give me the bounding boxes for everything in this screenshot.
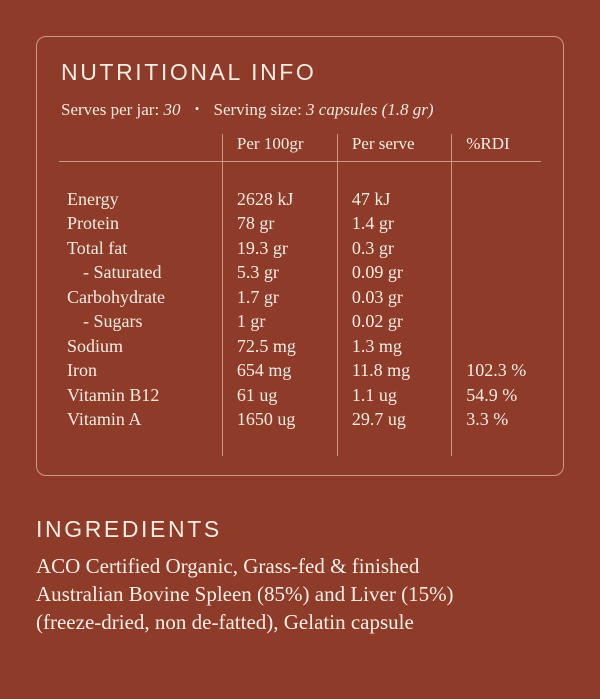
table-row xyxy=(59,260,541,285)
nutrient-rdi xyxy=(452,236,541,261)
nutrient-rdi xyxy=(452,211,541,236)
rule-cell-rdi xyxy=(452,162,541,187)
rule-cell-perserve xyxy=(337,162,451,187)
nutrient-rdi xyxy=(452,187,541,212)
nutrition-table xyxy=(59,134,541,456)
column-header-nutrient xyxy=(59,134,222,162)
serves-per-jar-value: 30 xyxy=(163,100,181,119)
nutrient-rdi: 54.9 % xyxy=(452,383,541,408)
nutrient-rdi xyxy=(452,334,541,359)
nutritional-info-panel xyxy=(36,36,564,476)
rule-cell-name xyxy=(59,162,222,187)
nutrient-rdi xyxy=(452,260,541,285)
nutrient-per-100gr: 5.3 gr xyxy=(222,260,337,285)
nutrient-per-serve: 11.8 mg xyxy=(337,358,451,383)
column-header-rdi: %RDI xyxy=(452,134,541,162)
serving-summary xyxy=(61,100,541,120)
table-row xyxy=(59,285,541,310)
nutrient-per-100gr: 1650 ug xyxy=(222,407,337,432)
column-header-per-serve: Per serve xyxy=(337,134,451,162)
ingredients-body xyxy=(36,553,564,637)
table-row xyxy=(59,211,541,236)
rule-cell-per100 xyxy=(222,162,337,187)
ingredients-section xyxy=(36,516,564,637)
nutrient-per-100gr: 72.5 mg xyxy=(222,334,337,359)
nutrient-per-serve: 0.02 gr xyxy=(337,309,451,334)
table-row xyxy=(59,187,541,212)
nutrient-per-serve: 0.03 gr xyxy=(337,285,451,310)
spacer-cell-perserve xyxy=(337,432,451,457)
nutrient-per-serve: 0.3 gr xyxy=(337,236,451,261)
nutrient-per-100gr: 2628 kJ xyxy=(222,187,337,212)
nutrient-per-100gr: 654 mg xyxy=(222,358,337,383)
ingredients-line: ACO Certified Organic, Grass-fed & finished xyxy=(36,554,420,578)
nutrient-per-serve: 1.1 ug xyxy=(337,383,451,408)
nutrient-name: Vitamin A xyxy=(67,409,142,429)
spacer-cell-per100 xyxy=(222,432,337,457)
nutrient-per-100gr: 61 ug xyxy=(222,383,337,408)
nutrient-per-100gr: 78 gr xyxy=(222,211,337,236)
nutrient-name: Carbohydrate xyxy=(67,286,165,307)
nutrient-per-serve: 1.3 mg xyxy=(337,334,451,359)
nutrient-name: - Sugars xyxy=(83,311,143,331)
nutrient-rdi xyxy=(452,285,541,310)
table-row xyxy=(59,407,541,432)
table-row xyxy=(59,309,541,334)
table-header-row xyxy=(59,134,541,162)
nutrient-per-serve: 47 kJ xyxy=(337,187,451,212)
serves-per-jar-label: Serves per jar: xyxy=(61,100,160,119)
nutrient-name: Sodium xyxy=(67,335,124,356)
nutrient-per-serve: 1.4 gr xyxy=(337,211,451,236)
nutrient-rdi xyxy=(452,309,541,334)
nutrient-per-100gr: 1 gr xyxy=(222,309,337,334)
nutrient-per-100gr: 1.7 gr xyxy=(222,285,337,310)
serving-size-value: 3 capsules (1.8 gr) xyxy=(306,100,434,119)
spacer-cell-rdi xyxy=(452,432,541,457)
nutrient-rdi: 3.3 % xyxy=(452,407,541,432)
nutrient-per-serve: 0.09 gr xyxy=(337,260,451,285)
table-row xyxy=(59,383,541,408)
ingredients-line: (freeze-dried, non de-fatted), Gelatin capsule xyxy=(36,609,414,634)
nutrient-name: Protein xyxy=(67,213,119,233)
nutrient-rdi: 102.3 % xyxy=(452,358,541,383)
nutrient-name: Vitamin B12 xyxy=(67,384,160,405)
nutrient-name: Iron xyxy=(67,360,97,380)
table-row xyxy=(59,334,541,359)
table-bottom-spacer-row xyxy=(59,432,541,457)
nutrient-name: Total fat xyxy=(67,237,128,258)
nutrient-per-100gr: 19.3 gr xyxy=(222,236,337,261)
serving-size-label: Serving size: xyxy=(213,100,302,119)
nutrient-per-serve: 29.7 ug xyxy=(337,407,451,432)
table-rule-row xyxy=(59,162,541,187)
spacer-cell-name xyxy=(59,432,222,457)
table-row xyxy=(59,236,541,261)
bullet-separator-icon: • xyxy=(194,101,200,116)
nutritional-info-title: NUTRITIONAL INFO xyxy=(61,59,317,85)
nutrient-name: - Saturated xyxy=(83,262,162,282)
column-header-per-100gr: Per 100gr xyxy=(222,134,337,162)
ingredients-title: INGREDIENTS xyxy=(36,516,222,542)
nutrient-name: Energy xyxy=(67,188,119,209)
table-row xyxy=(59,358,541,383)
ingredients-line: Australian Bovine Spleen (85%) and Liver (15%) xyxy=(36,581,454,606)
